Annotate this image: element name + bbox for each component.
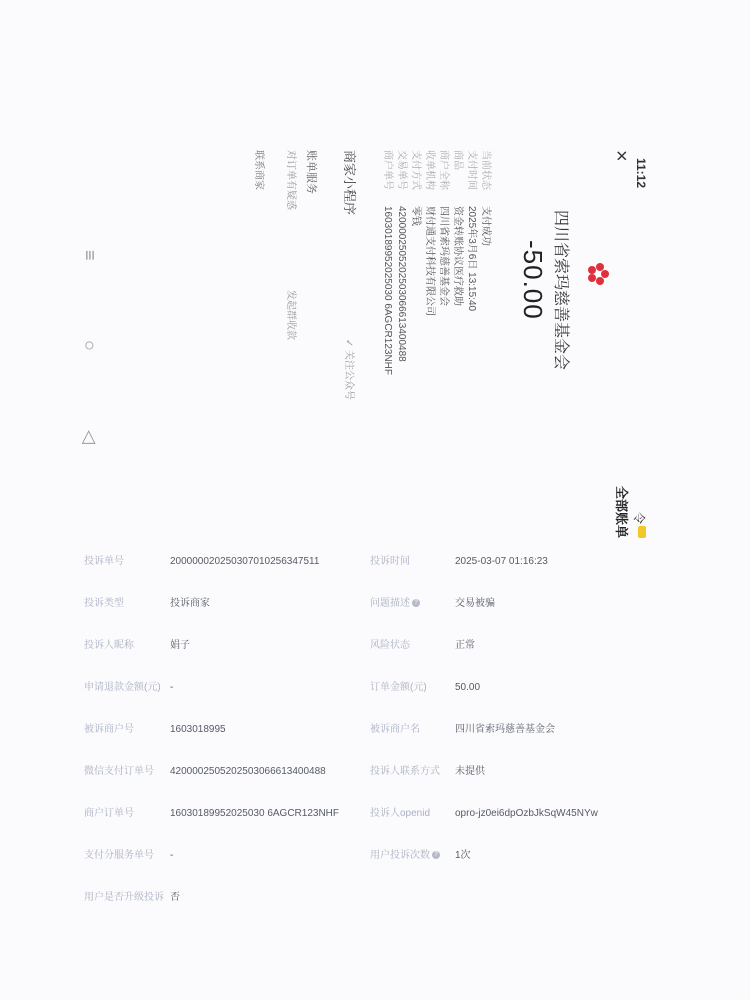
detail-row <box>478 150 492 540</box>
field-label: 订单金额(元) <box>370 682 427 693</box>
field-label: 用户是否升级投诉 <box>84 892 164 903</box>
back-icon[interactable]: ◁ <box>80 430 100 444</box>
detail-value: 资金转账协议医疗救助 <box>452 206 463 306</box>
field-label: 被诉商户名 <box>370 724 420 735</box>
field-value: 50.00 <box>455 682 481 693</box>
detail-value: 支付成功 <box>480 206 491 246</box>
form-row <box>0 594 750 614</box>
field-label: 投诉人openid <box>370 808 431 819</box>
detail-key: 商品 <box>452 150 463 170</box>
detail-value: 零钱 <box>410 206 421 226</box>
order-question-link[interactable]: 对订单有疑惑 <box>285 150 296 210</box>
detail-row <box>450 150 464 540</box>
contact-merchant-link[interactable]: 联系商家 <box>253 150 264 190</box>
top-bar <box>610 150 630 540</box>
detail-row <box>380 150 394 540</box>
field-label: 风险状态 <box>370 640 410 651</box>
help-icon[interactable]: ? <box>432 851 440 859</box>
help-icon[interactable]: ? <box>412 599 420 607</box>
field-value: 否 <box>170 892 180 903</box>
bill-service-label: 账单服务 <box>305 150 317 194</box>
foundation-logo-icon <box>586 262 610 286</box>
form-row <box>0 804 750 824</box>
detail-key: 支付时间 <box>466 150 477 190</box>
detail-value: 4200002505202503066613400488 <box>396 206 407 362</box>
field-value: - <box>170 850 174 861</box>
form-row <box>0 636 750 656</box>
field-label: 用户投诉次数 ? <box>370 846 440 866</box>
detail-row <box>464 150 478 540</box>
field-value: 四川省索玛慈善基金会 <box>455 724 555 735</box>
detail-row <box>394 150 408 540</box>
form-row <box>0 720 750 740</box>
field-value: opro-jz0ei6dpOzbJkSqW45NYw <box>455 808 598 819</box>
wifi-icon: 令 <box>632 511 646 524</box>
all-bill-link[interactable]: 全部账单 <box>614 485 629 538</box>
detail-key: 支付方式 <box>410 150 421 190</box>
detail-key: 当前状态 <box>480 150 491 190</box>
detail-row <box>436 150 450 540</box>
mini-program-row[interactable] <box>341 150 360 540</box>
field-label: 支付分服务单号 <box>84 850 154 861</box>
form-row <box>0 846 750 866</box>
merchant-name: 四川省索玛慈善基金会 <box>552 210 569 371</box>
field-value: 200000020250307010256347511 <box>170 556 320 567</box>
complaint-detail-form <box>0 540 750 940</box>
status-bar <box>632 150 648 540</box>
field-label: 被诉商户号 <box>84 724 134 735</box>
phone-screenshot <box>40 150 660 540</box>
battery-icon <box>638 526 646 538</box>
field-label: 问题描述 ? <box>370 594 420 614</box>
field-label: 投诉人昵称 <box>84 640 134 651</box>
mini-program-label: 商家小程序 <box>342 150 357 216</box>
field-label: 申请退款金额(元) <box>84 682 161 693</box>
field-value: 4200002505202503066613400488 <box>170 766 326 777</box>
detail-value: 16030189952025030 6AGCR123NHF <box>382 206 393 376</box>
field-value: 娟子 <box>170 640 190 651</box>
detail-value: 财付通支付科技有限公司 <box>424 206 435 316</box>
follow-official-account-button[interactable]: ✓ 关注公众号 <box>343 338 354 400</box>
field-label: 投诉单号 <box>84 556 124 567</box>
form-row <box>0 888 750 908</box>
payment-amount: -50.00 <box>518 240 548 320</box>
detail-row <box>422 150 436 540</box>
field-value: 交易被骗 <box>455 598 495 609</box>
form-row <box>0 552 750 572</box>
status-time: 11:12 <box>634 158 648 189</box>
field-value: 正常 <box>455 640 475 651</box>
menu-icon[interactable]: ≡ <box>80 250 100 261</box>
close-icon[interactable]: × <box>610 150 632 162</box>
field-label: 投诉类型 <box>84 598 124 609</box>
detail-row <box>408 150 422 540</box>
field-label: 投诉人联系方式 <box>370 766 440 777</box>
field-value: 1603018995 <box>170 724 226 735</box>
field-label: 商户订单号 <box>84 808 134 819</box>
field-label: 投诉时间 <box>370 556 410 567</box>
form-row <box>0 678 750 698</box>
detail-key: 收单机构 <box>424 150 435 190</box>
field-value: 2025-03-07 01:16:23 <box>455 556 548 567</box>
field-value: 投诉商家 <box>170 598 210 609</box>
field-value: 16030189952025030 6AGCR123NHF <box>170 808 340 819</box>
detail-value: 2025年3月6日 13:15:40 <box>466 206 477 312</box>
detail-key: 商户全称 <box>438 150 449 190</box>
detail-value: 四川省索玛慈善基金会 <box>438 206 449 306</box>
detail-key: 交易单号 <box>396 150 407 190</box>
detail-key: 商户单号 <box>382 150 393 190</box>
field-value: - <box>170 682 174 693</box>
field-label: 微信支付订单号 <box>84 766 154 777</box>
field-value: 1次 <box>455 850 471 861</box>
form-row <box>0 762 750 782</box>
group-collect-link[interactable]: 发起群收款 <box>285 290 296 340</box>
home-icon[interactable]: ○ <box>80 340 100 351</box>
payment-detail-list <box>380 150 492 540</box>
field-value: 未提供 <box>455 766 485 777</box>
